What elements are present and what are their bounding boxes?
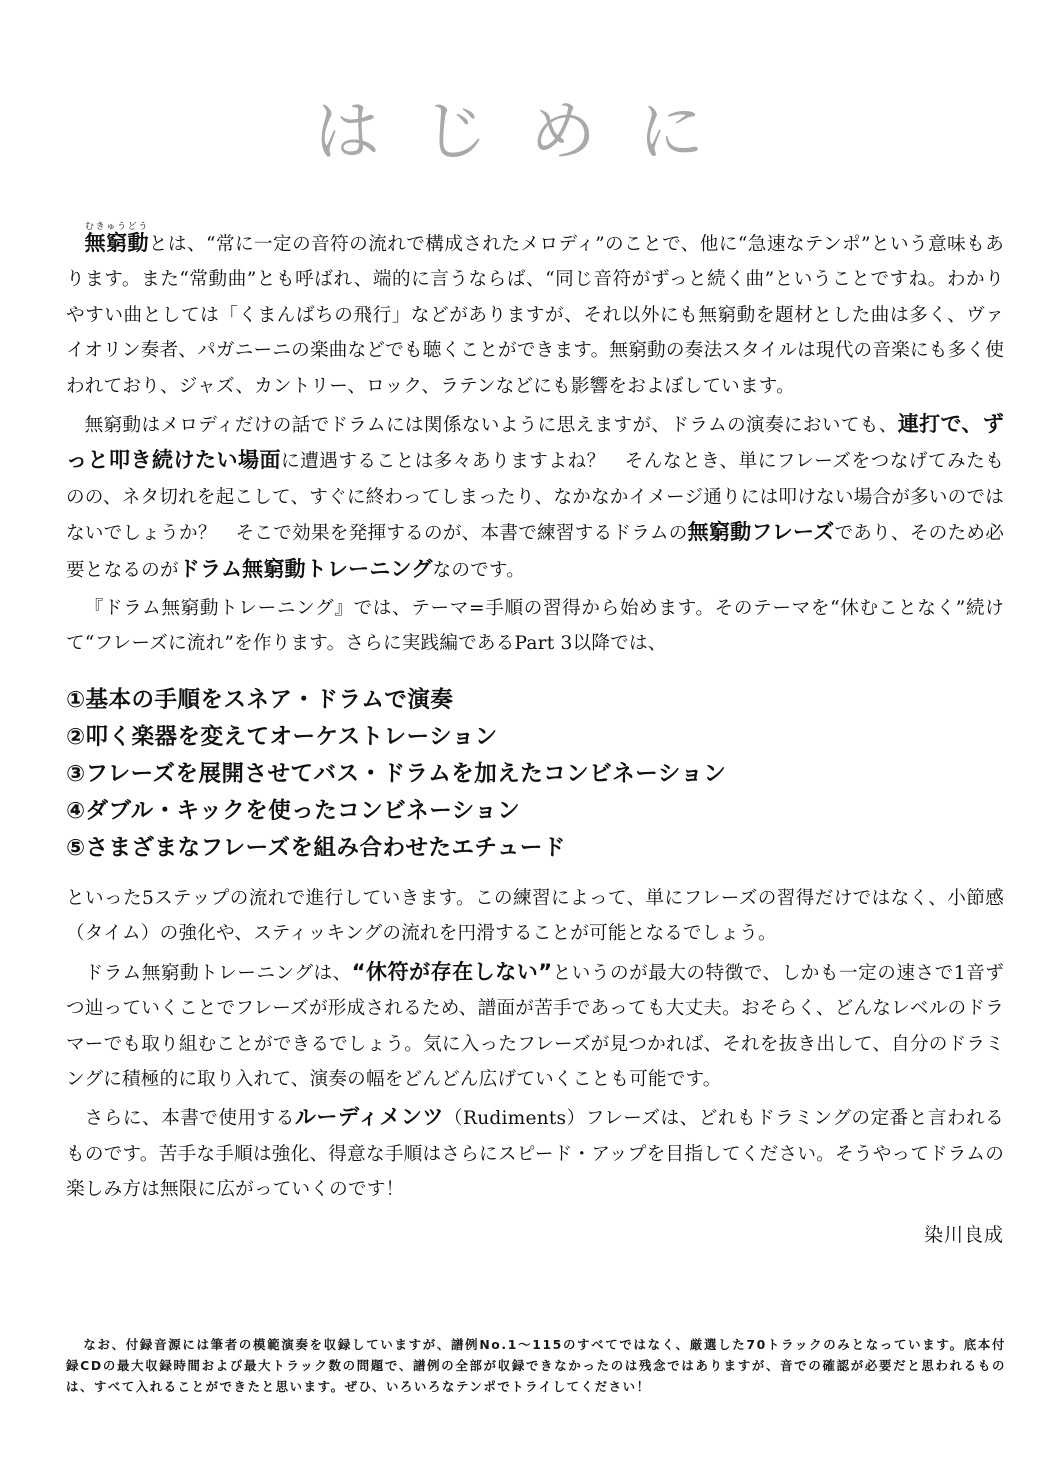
paragraph-intro: 無窮動むきゅうどうとは、“常に一定の音符の流れで構成されたメロディ”のことで、他に“急速なテンポ”という意味もあります。また“常動曲”とも呼ばれ、端的に言うならば、“同じ音符がずっと続く曲”ということですね。わかりやすい曲としては「くまんばちの飛行」などがありますが、それ以外にも無窮動を題材とした曲は多く、ヴァイオリン奏者、パガニーニの楽曲などでも聴くことができます。無窮動の奏法スタイルは現代の音楽にも多く使われており、ジャズ、カントリー、ロック、ラテンなどにも影響をおよぼしています。 — [66, 222, 1004, 397]
paragraph-five-steps: といった5ステップの流れで進行していきます。この練習によって、単にフレーズの習得だけではなく、小節感（タイム）の強化や、スティッキングの流れを円滑することが可能となるでしょう。 — [66, 887, 1004, 945]
step-item-3: ③フレーズを展開させてバス・ドラムを加えたコンビネーション — [66, 760, 727, 787]
keyword-reading: むきゅうどう — [84, 222, 149, 232]
step-item-4: ④ダブル・キックを使ったコンビネーション — [66, 797, 521, 824]
author-signature: 染川良成 — [923, 1223, 1004, 1246]
step-item-5: ⑤さまざまなフレーズを組み合わせたエチュード — [66, 834, 566, 861]
footnote: なお、付録音源には筆者の模範演奏を収録していますが、譜例No.1〜115のすべてではなく、厳選した70トラックのみとなっています。底本付録CDの最大収録時間および最大トラック数の問題で、譜例の全部が収録できなかったのは残念ではありますが、音での確認が必要だと思われるものは、すべて入れることができたと思います。ぜひ、いろいろなテンポでトライしてください！ — [66, 1337, 1006, 1395]
emphasis-no-rests: “休符が存在しない” — [351, 959, 553, 984]
emphasis-continuous-strokes: 連打で、ずっと叩き続けたい場面 — [66, 412, 1004, 473]
main-text — [66, 222, 1004, 1253]
step-list — [66, 682, 1004, 867]
paragraph-drum-relevance: 無窮動はメロディだけの話でドラムには関係ないように思えますが、ドラムの演奏においても、連打で、ずっと叩き続けたい場面に遭遇することは多々ありますよね？ そんなとき、単にフレーズをつなげてみたものの、ネタ切れを起こして、すぐに終わってしまったり、なかなかイメージ通りには叩けない場合が多いのではないでしょうか？ そこで効果を発揮するのが、本書で練習するドラムの無窮動フレーズであり、そのため必要となるのがドラム無窮動トレーニングなのです。 — [66, 412, 1004, 581]
emphasis-rudiments: ルーディメンツ — [294, 1105, 444, 1130]
page-title: はじめに — [314, 93, 746, 170]
keyword-mukyudo: 無窮動むきゅうどう — [84, 222, 149, 255]
step-item-2: ②叩く楽器を変えてオーケストレーション — [66, 723, 498, 750]
emphasis-mukyudo-phrase: 無窮動フレーズ — [687, 520, 835, 545]
paragraph-rudiments: さらに、本書で使用するルーディメンツ（Rudiments）フレーズは、どれもドラミングの定番と言われるものです。苦手な手順は強化、得意な手順はさらにスピード・アップを目指してください。そうやってドラムの楽しみ方は無限に広がっていくのです！ — [66, 1105, 1004, 1201]
emphasis-drum-training: ドラム無窮動トレーニング — [178, 556, 433, 581]
paragraph-book-structure: 『ドラム無窮動トレーニング』では、テーマ=手順の習得から始めます。そのテーマを“休むことなく”続けて“フレーズに流れ”を作ります。さらに実践編であるPart 3以降では、 — [66, 598, 1004, 655]
paragraph-no-rests: ドラム無窮動トレーニングは、“休符が存在しない”というのが最大の特徴で、しかも一定の速さで1音ずつ辿っていくことでフレーズが形成されるため、譜面が苦手であっても大丈夫。おそらく、どんなレベルのドラマーでも取り組むことができるでしょう。気に入ったフレーズが見つかれば、それを抜き出して、自分のドラミングに積極的に取り入れて、演奏の幅をどんどん広げていくことも可能です。 — [66, 959, 1005, 1090]
step-item-1: ①基本の手順をスネア・ドラムで演奏 — [66, 686, 454, 713]
